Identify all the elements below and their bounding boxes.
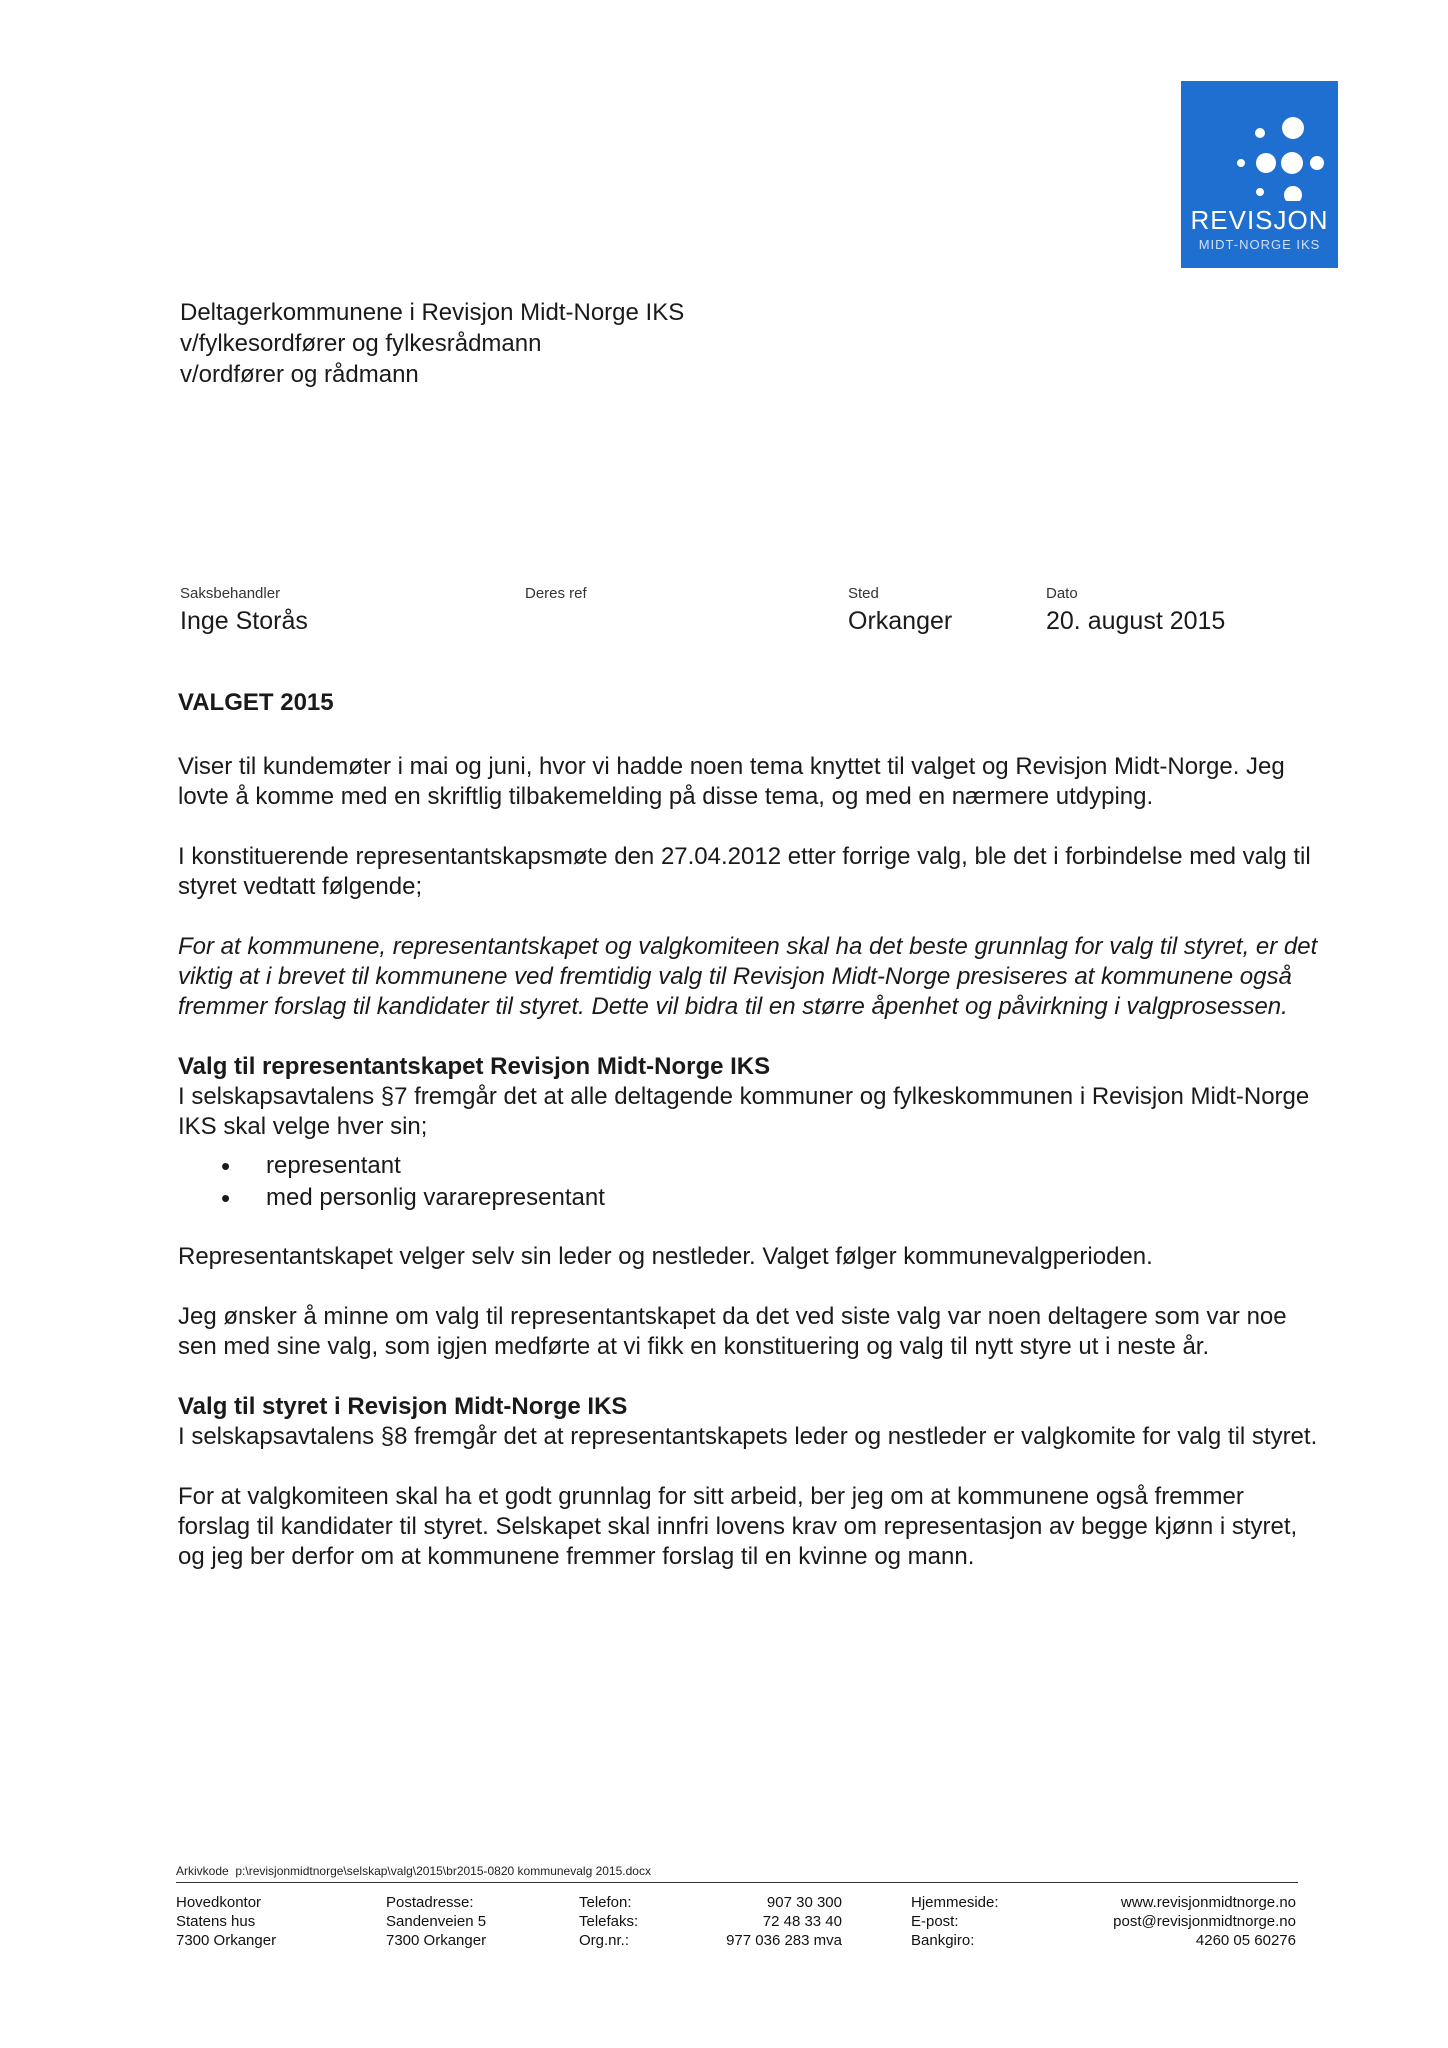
footer-text: Statens hus [176,1913,256,1930]
list-item: • med personlig vararepresentant [266,1182,1318,1214]
footer-phone-values [680,1893,842,1950]
footer-text: Postadresse: [386,1894,474,1911]
footer-website-link[interactable]: www.revisjonmidtnorge.no [1120,1894,1296,1911]
footer-divider [176,1882,1298,1883]
footer-text: E-post: [911,1913,959,1930]
footer-text: Telefaks: [579,1913,639,1930]
footer-text: 907 30 300 [766,1894,842,1911]
footer-postal [386,1893,486,1950]
company-logo [1181,81,1338,268]
footer-web-labels [911,1893,999,1950]
quoted-decision: For at kommunene, representantskapet og valgkomiteen skal ha det beste grunnlag for valg til styret, er det viktig at i brevet til kommunene ved fremtidig valg til Revisjon Midt-Norge presiseres at kommunene også fremmer forslag til kandidater til styret. Dette vil bidra til en større åpenhet og påvirkning i valgprosessen. [178,933,1318,1020]
letter-title: VALGET 2015 [178,689,334,716]
meta-value: Inge Storås [180,607,308,635]
bullet-list [178,1150,1318,1214]
footer-text: Org.nr.: [579,1932,630,1949]
footer-phone-labels [579,1893,638,1950]
footer-text: 977 036 283 mva [726,1932,842,1949]
paragraph-selskapsavtale-7: I selskapsavtalens §7 fremgår det at alle deltagende kommuner og fylkeskommunen i Revisjon Midt-Norge IKS skal velge hver sin; [178,1083,1310,1140]
paragraph-decision: I konstituerende representantskapsmøte den 27.04.2012 etter forrige valg, ble det i forbindelse med valg til styret vedtatt følgende; [178,843,1311,900]
recipient-line: Deltagerkommunene i Revisjon Midt-Norge IKS [180,299,685,326]
footer-text: 7300 Orkanger [176,1932,277,1949]
footer-address-main [176,1893,276,1950]
logo-dots-icon [1181,81,1338,201]
paragraph-intro: Viser til kundemøter i mai og juni, hvor vi hadde noen tema knyttet til valget og Revisjon Midt-Norge. Jeg lovte å komme med en skriftlig tilbakemelding på disse tema, og med en nærmere utdyping. [178,753,1285,810]
paragraph-selskapsavtale-8: I selskapsavtalens §8 fremgår det at representantskapets leder og nestleder er valgkomite for valg til styret. [178,1423,1318,1450]
footer-text: 72 48 33 40 [762,1913,842,1930]
paragraph-valgkomite: For at valgkomiteen skal ha et godt grunnlag for sitt arbeid, ber jeg om at kommunene også fremmer forslag til kandidater til styret. Selskapet skal innfri lovens krav om representasjon av begge kjønn i styret, og jeg ber derfor om at kommunene fremmer forslag til en kvinne og mann. [178,1483,1298,1570]
footer-text: 4260 05 60276 [1195,1932,1296,1949]
meta-label: Sted [848,585,879,602]
paragraph-leder: Representantskapet velger selv sin leder og nestleder. Valget følger kommunevalgperioden. [178,1243,1153,1270]
recipient-line: v/ordfører og rådmann [180,361,419,388]
meta-label: Saksbehandler [180,585,281,602]
meta-sted [848,585,952,637]
footer-text: Hovedkontor [176,1894,262,1911]
section-heading-representantskapet: Valg til representantskapet Revisjon Midt-Norge IKS [178,1053,771,1080]
meta-label: Dato [1046,585,1078,602]
footer-text: Telefon: [579,1894,632,1911]
letter-body [178,688,1318,1572]
footer-text: Hjemmeside: [911,1894,999,1911]
logo-name: REVISJON [1190,205,1329,235]
footer-email-link[interactable]: post@revisjonmidtnorge.no [1113,1913,1296,1930]
logo-subtitle: MIDT-NORGE IKS [1198,237,1321,252]
meta-deres-ref [525,585,587,605]
paragraph-reminder: Jeg ønsker å minne om valg til representantskapet da det ved siste valg var noen deltagere som var noe sen med sine valg, som igjen medførte at vi fikk en konstituering og valg til nytt styre ut i neste år. [178,1303,1287,1360]
archive-code [176,1864,651,1878]
section-heading-styret: Valg til styret i Revisjon Midt-Norge IKS [178,1393,628,1420]
archive-code-label: Arkivkode [176,1864,229,1878]
meta-value: 20. august 2015 [1046,607,1226,635]
recipient-line: v/fylkesordfører og fylkesrådmann [180,330,542,357]
archive-code-value: p:\revisjonmidtnorge\selskap\valg\2015\br2015-0820 kommunevalg 2015.docx [235,1864,651,1878]
footer-text: Sandenveien 5 [386,1913,487,1930]
meta-saksbehandler [180,585,308,637]
footer-text: Bankgiro: [911,1932,975,1949]
meta-dato [1046,585,1225,637]
meta-label: Deres ref [525,585,587,602]
meta-value: Orkanger [848,607,953,635]
recipient-address [180,297,684,390]
list-item: • representant [266,1150,1318,1182]
footer-text: 7300 Orkanger [386,1932,487,1949]
footer-web-values [1050,1893,1296,1950]
